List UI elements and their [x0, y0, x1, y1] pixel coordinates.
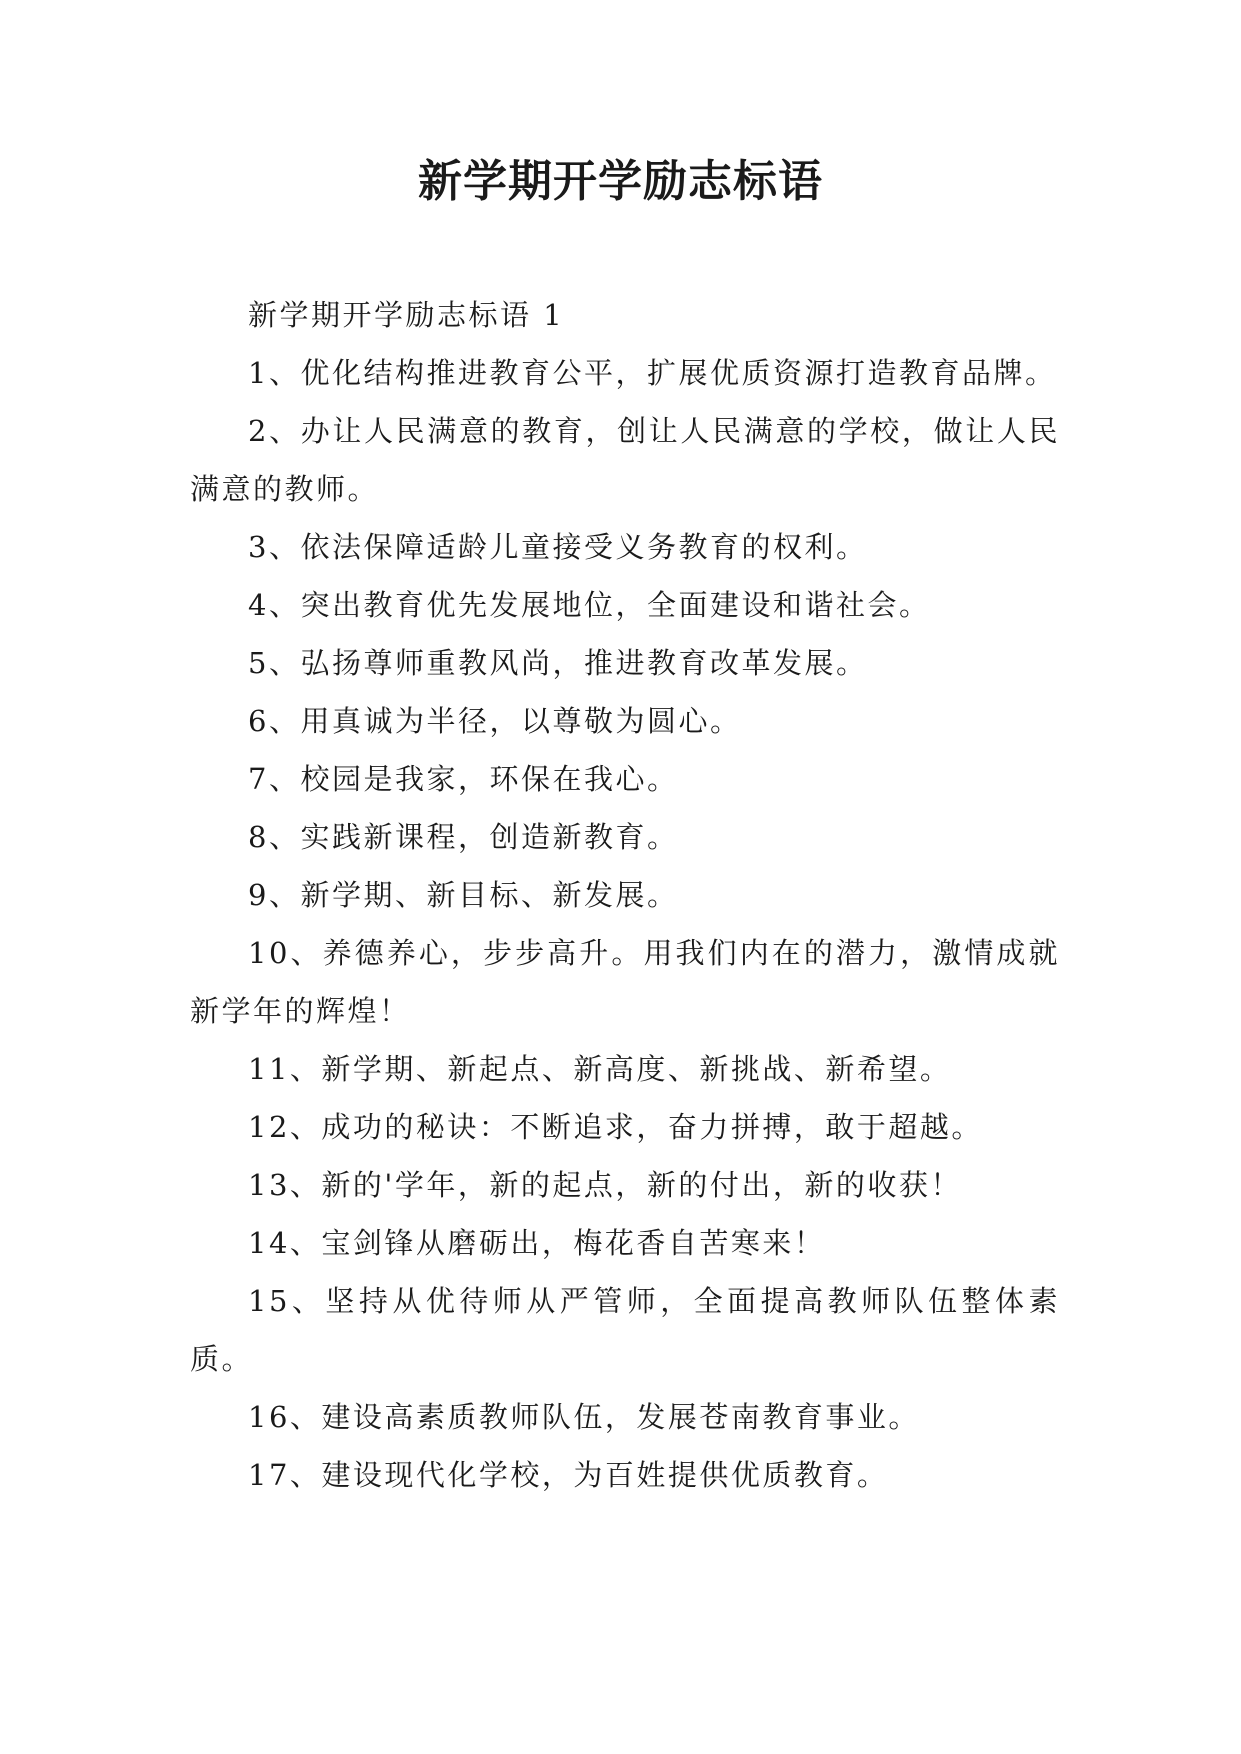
slogan-item-11: 11、新学期、新起点、新高度、新挑战、新希望。	[248, 1052, 952, 1086]
slogan-item-1: 1、优化结构推进教育公平，扩展优质资源打造教育品牌。	[248, 356, 1057, 390]
slogan-item-8: 8、实践新课程，创造新教育。	[248, 820, 679, 854]
slogan-item-14: 14、宝剑锋从磨砺出，梅花香自苦寒来！	[248, 1226, 826, 1260]
slogan-item-12: 12、成功的秘诀：不断追求，奋力拼搏，敢于超越。	[248, 1110, 983, 1144]
slogan-item-4: 4、突出教育优先发展地位，全面建设和谐社会。	[248, 588, 931, 622]
document-body	[190, 286, 1060, 1504]
slogan-item-3: 3、依法保障适龄儿童接受义务教育的权利。	[248, 530, 868, 564]
slogan-item-7: 7、校园是我家，环保在我心。	[248, 762, 679, 796]
slogan-item-5: 5、弘扬尊师重教风尚，推进教育改革发展。	[248, 646, 868, 680]
slogan-item-15: 15、坚持从优待师从严管师，全面提高教师队伍整体素质。	[190, 1284, 1060, 1376]
section-heading: 新学期开学励志标语 1	[248, 298, 565, 332]
slogan-item-9: 9、新学期、新目标、新发展。	[248, 878, 679, 912]
slogan-item-16: 16、建设高素质教师队伍，发展苍南教育事业。	[248, 1400, 920, 1434]
slogan-item-13: 13、新的'学年，新的起点，新的付出，新的收获！	[248, 1168, 962, 1202]
page-title: 新学期开学励志标语	[418, 156, 823, 207]
slogan-item-17: 17、建设现代化学校，为百姓提供优质教育。	[248, 1458, 889, 1492]
slogan-item-10: 10、养德养心，步步高升。用我们内在的潜力，激情成就新学年的辉煌！	[190, 936, 1060, 1028]
slogan-item-6: 6、用真诚为半径，以尊敬为圆心。	[248, 704, 742, 738]
slogan-item-2: 2、办让人民满意的教育，创让人民满意的学校，做让人民满意的教师。	[190, 414, 1060, 506]
